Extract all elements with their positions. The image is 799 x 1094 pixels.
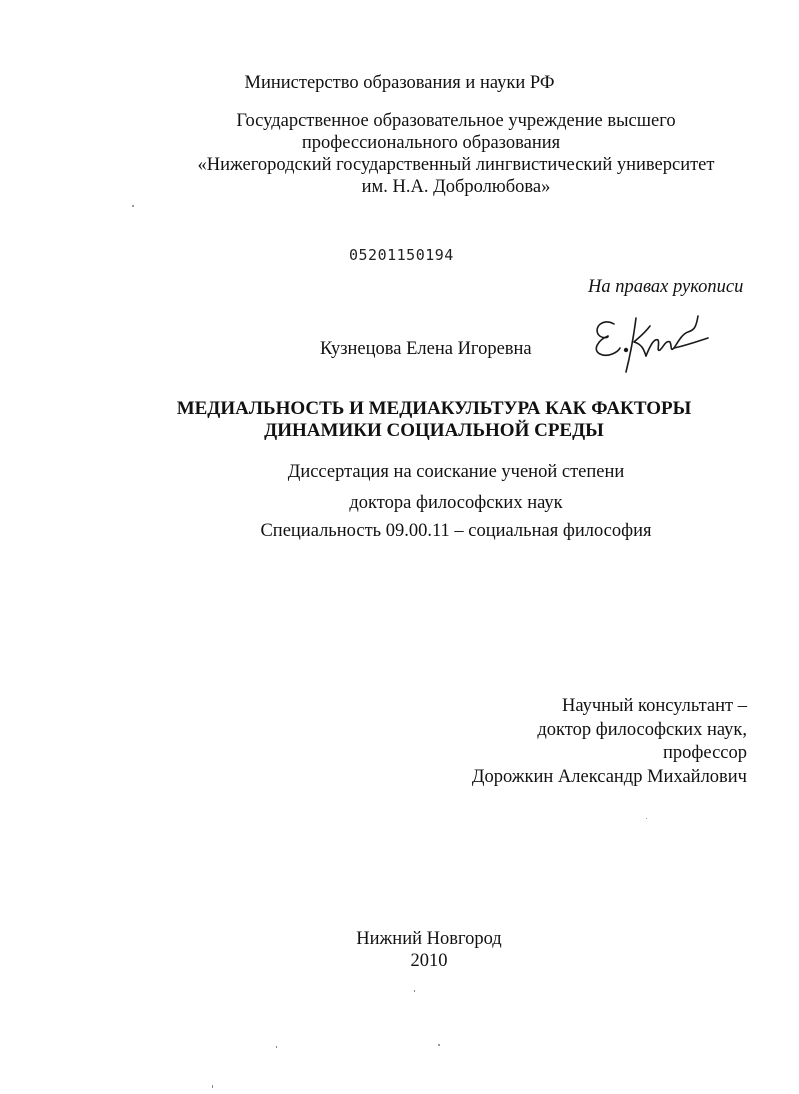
consultant-role: Научный консультант – xyxy=(562,696,747,716)
institution-line-2: профессионального образования xyxy=(301,133,561,153)
signature-icon xyxy=(584,298,714,376)
scan-speck xyxy=(438,1044,440,1046)
consultant-rank: профессор xyxy=(663,743,747,763)
scan-speck xyxy=(212,1085,213,1088)
degree-line-1: Диссертация на соискание ученой степени xyxy=(287,462,625,482)
scan-speck xyxy=(414,990,415,992)
dissertation-title-line-2: ДИНАМИКИ СОЦИАЛЬНОЙ СРЕДЫ xyxy=(264,420,604,441)
institution-line-4: им. Н.А. Добролюбова» xyxy=(361,177,551,197)
catalog-code: 05201150194 xyxy=(349,246,454,264)
consultant-block xyxy=(472,695,747,789)
manuscript-note: На правах рукописи xyxy=(588,277,744,297)
city: Нижний Новгород xyxy=(356,929,502,949)
specialty-line: Специальность 09.00.11 – социальная философия xyxy=(260,521,652,541)
degree-line-2: доктора философских наук xyxy=(349,493,563,513)
scan-speck xyxy=(276,1046,277,1048)
dissertation-title-line-1: МЕДИАЛЬНОСТЬ И МЕДИАКУЛЬТУРА КАК ФАКТОРЫ xyxy=(176,398,692,419)
consultant-degree: доктор философских наук, xyxy=(537,719,747,740)
year: 2010 xyxy=(410,951,448,971)
consultant-name: Дорожкин Александр Михайлович xyxy=(471,766,747,787)
institution-line-1: Государственное образовательное учреждение высшего xyxy=(236,111,676,131)
ministry-line: Министерство образования и науки РФ xyxy=(244,73,555,93)
institution-line-3: «Нижегородский государственный лингвистический университет xyxy=(197,155,715,175)
scan-speck xyxy=(132,205,134,207)
author-name: Кузнецова Елена Игоревна xyxy=(320,339,532,359)
scan-speck xyxy=(646,818,647,819)
